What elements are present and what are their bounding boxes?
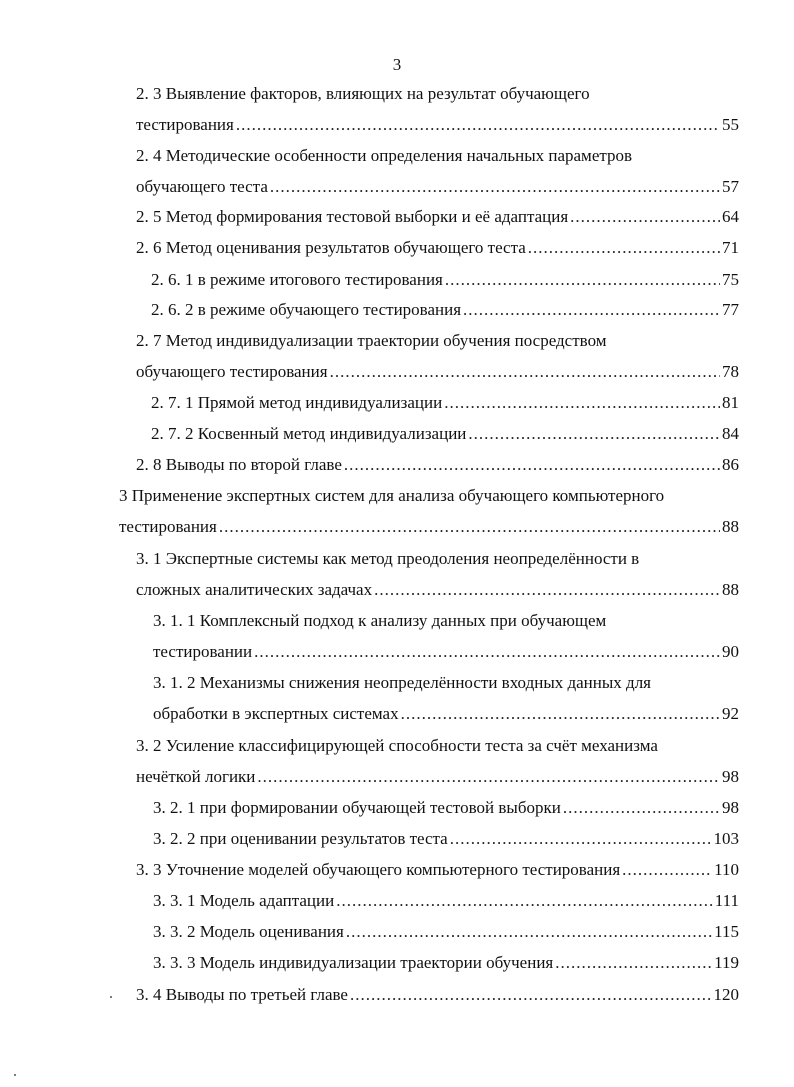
dot-leader [257,767,720,787]
toc-entry-title: 3. 3. 1 Модель адаптации [153,891,335,910]
page-number: 3 [392,55,402,74]
dot-leader [219,517,720,537]
dot-leader [236,115,720,135]
toc-page-number: 110 [714,860,739,879]
dot-leader [528,238,720,258]
dot-leader [445,270,720,290]
toc-page-number: 115 [714,922,739,941]
toc-page-number: 64 [722,207,739,226]
dot-leader [350,985,712,1005]
toc-page-number: 92 [722,704,739,723]
toc-entry-title: 3. 2. 1 при формировании обучающей тестовой выборки [153,798,561,817]
dot-leader [336,891,713,911]
toc-entry-title: 3. 2 Усиление классифицирующей способности теста за счёт механизма [136,736,658,755]
scan-speck [14,1074,16,1076]
toc-entry-title: 3. 4 Выводы по третьей главе [136,985,348,1004]
dot-leader [468,424,720,444]
dot-leader [344,455,720,475]
dot-leader [555,953,712,973]
toc-page-number: 75 [722,270,739,289]
toc-entry-title: 2. 7 Метод индивидуализации траектории обучения посредством [136,331,607,350]
toc-page-number: 90 [722,642,739,661]
toc-entry-title: тестирования [119,517,217,536]
toc-entry-title: обучающего тестирования [136,362,328,381]
toc-entry-title: 2. 3 Выявление факторов, влияющих на результат обучающего [136,84,590,103]
toc-entry-title: 3. 1. 1 Комплексный подход к анализу данных при обучающем [153,611,607,630]
toc-entry-title: обработки в экспертных системах [153,704,399,723]
dot-leader [563,798,720,818]
toc-page-number: 77 [722,300,739,319]
toc-entry-title: тестировании [153,642,253,661]
toc-page-number: 88 [722,517,739,536]
toc-entry-title: 2. 5 Метод формирования тестовой выборки и её адаптация [136,207,569,226]
dot-leader [463,300,720,320]
toc-page-number: 81 [722,393,739,412]
toc-page-number: 86 [722,455,739,474]
toc-page-number: 119 [714,953,739,972]
toc-entry-title: 3. 3. 3 Модель индивидуализации траектории обучения [153,953,554,972]
toc-entry-title: 2. 6 Метод оценивания результатов обучающего теста [136,238,526,257]
toc-entry-title: 2. 8 Выводы по второй главе [136,455,342,474]
toc-page-number: 55 [722,115,739,134]
dot-leader [401,704,720,724]
dot-leader [270,177,720,197]
scan-speck [110,996,112,998]
toc-entry-title: нечёткой логики [136,767,256,786]
toc-entry-title: 3. 3. 2 Модель оценивания [153,922,344,941]
toc-entry-title: сложных аналитических задачах [136,580,373,599]
toc-page-number: 98 [722,767,739,786]
dot-leader [570,207,720,227]
toc-page-number: 78 [722,362,739,381]
toc-entry-title: 3. 3 Уточнение моделей обучающего компьютерного тестирования [136,860,621,879]
toc-entry-title: 2. 7. 2 Косвенный метод индивидуализации [151,424,467,443]
toc-entry-title: тестирования [136,115,234,134]
dot-leader [330,362,720,382]
dot-leader [254,642,720,662]
toc-page-number: 71 [722,238,739,257]
toc-page-number: 84 [722,424,739,443]
toc-entry-title: 2. 6. 2 в режиме обучающего тестирования [151,300,462,319]
toc-entry-title: 3. 1 Экспертные системы как метод преодоления неопределённости в [136,549,640,568]
toc-page-number: 120 [713,985,739,1004]
toc-page-number: 103 [713,829,739,848]
dot-leader [444,393,720,413]
toc-page-number: 98 [722,798,739,817]
toc-entry-title: 3. 2. 2 при оценивании результатов теста [153,829,448,848]
toc-page-number: 57 [722,177,739,196]
toc-entry-title: 2. 4 Методические особенности определения начальных параметров [136,146,633,165]
dot-leader [450,829,712,849]
dot-leader [374,580,720,600]
toc-entry-title: обучающего теста [136,177,268,196]
dot-leader [346,922,712,942]
dot-leader [622,860,712,880]
toc-page-number: 88 [722,580,739,599]
toc-entry-title: 2. 7. 1 Прямой метод индивидуализации [151,393,443,412]
toc-entry-title: 2. 6. 1 в режиме итогового тестирования [151,270,443,289]
toc-page-number: 111 [714,891,739,910]
toc-entry-title: 3 Применение экспертных систем для анализа обучающего компьютерного [119,486,665,505]
toc-entry-title: 3. 1. 2 Механизмы снижения неопределённости входных данных для [153,673,652,692]
